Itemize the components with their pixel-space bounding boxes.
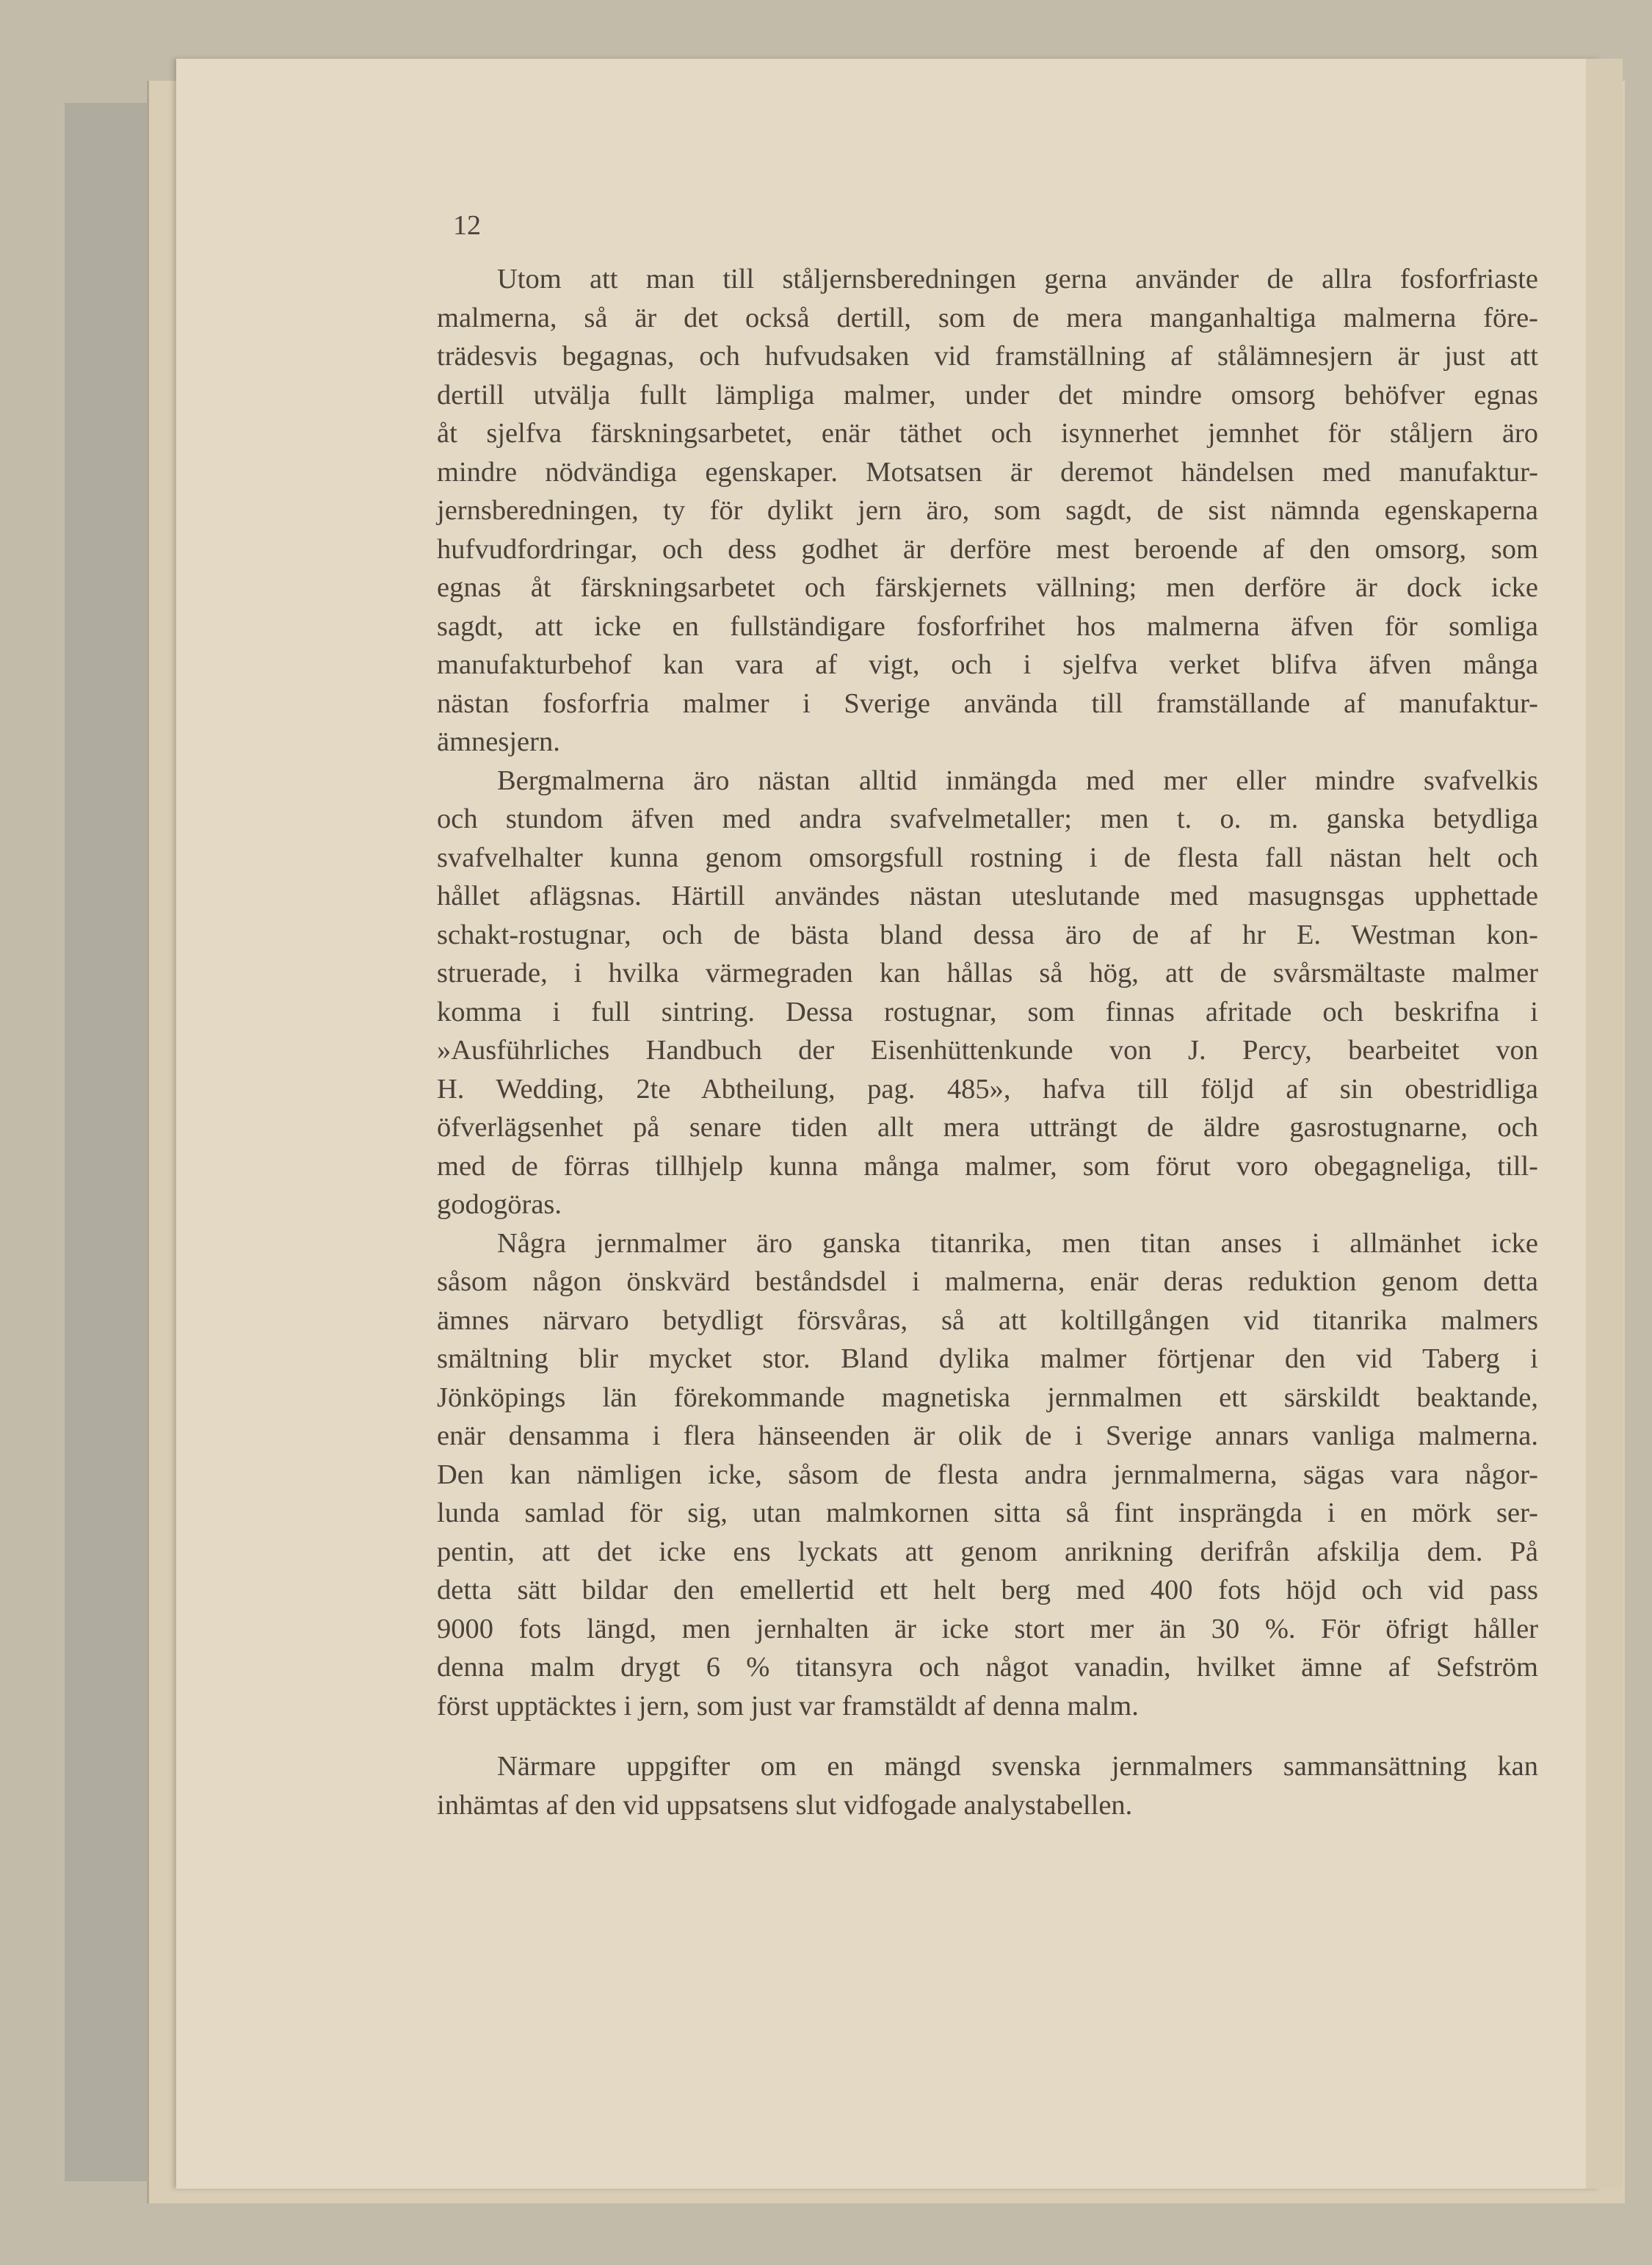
text-line: åt sjelfva färskningsarbetet, enär täthet och isynnerhet jemnhet för ståljern äro [437, 418, 1538, 449]
text-line: först upptäcktes i jern, som just var framstäldt af denna malm. [437, 1690, 1139, 1722]
paragraph-3 [437, 1224, 1538, 1726]
text-line: Närmare uppgifter om en mängd svenska jernmalmers sammansättning kan [497, 1751, 1538, 1782]
text-line: godogöras. [437, 1189, 562, 1220]
text-line: komma i full sintring. Dessa rostugnar, som finnas afritade och beskrifna i [437, 996, 1538, 1027]
text-line: nästan fosforfria malmer i Sverige använda till framställande af manufaktur- [437, 687, 1538, 719]
text-line: öfverlägsenhet på senare tiden allt mera utträngt de äldre gasrostugnarne, och [437, 1112, 1538, 1143]
text-line: egnas åt färskningsarbetet och färskjernets vällning; men derföre är dock icke [437, 572, 1538, 603]
text-line: dertill utvälja fullt lämpliga malmer, under det mindre omsorg behöfver egnas [437, 379, 1538, 411]
text-line: Bergmalmerna äro nästan alltid inmängda med mer eller mindre svafvelkis [497, 765, 1538, 796]
text-line: Den kan nämligen icke, såsom de flesta andra jernmalmerna, sägas vara någor- [437, 1459, 1538, 1490]
text-line: jernsberedningen, ty för dylikt jern äro, som sagdt, de sist nämnda egenskaperna [437, 495, 1538, 526]
text-line: såsom någon önskvärd beståndsdel i malmerna, enär deras reduktion genom detta [437, 1266, 1538, 1297]
text-line: struerade, i hvilka värmegraden kan hållas så hög, att de svårsmältaste malmer [437, 958, 1538, 989]
text-line: schakt-rostugnar, och de bästa bland dessa äro de af hr E. Westman kon- [437, 919, 1538, 950]
page-edge [1586, 59, 1623, 2189]
text-line: hufvudfordringar, och dess godhet är derföre mest beroende af den omsorg, som [437, 533, 1538, 565]
body-text [437, 192, 1538, 1824]
text-line: H. Wedding, 2te Abtheilung, pag. 485», hafva till följd af sin obestridliga [437, 1073, 1538, 1105]
text-line: ämnesjern. [437, 726, 560, 757]
page-number: 12 [453, 210, 481, 241]
text-line: med de förras tillhjelp kunna många malmer, som förut voro obegagneliga, till- [437, 1150, 1538, 1182]
text-line: enär densamma i flera hänseenden är olik de i Sverige annars vanliga malmerna. [437, 1420, 1538, 1451]
text-line: Några jernmalmer äro ganska titanrika, men titan anses i allmänhet icke [497, 1227, 1538, 1259]
text-line: svafvelhalter kunna genom omsorgsfull rostning i de flesta fall nästan helt och [437, 842, 1538, 873]
text-line: lunda samlad för sig, utan malmkornen sitta så fint insprängda i en mörk ser- [437, 1498, 1538, 1528]
text-line: hållet aflägsnas. Härtill användes nästan uteslutande med masugnsgas upphettade [437, 881, 1538, 911]
text-line: »Ausführliches Handbuch der Eisenhüttenkunde von J. Percy, bearbeitet von [437, 1035, 1538, 1066]
text-line: trädesvis begagnas, och hufvudsaken vid framställning af stålämnesjern är just att [437, 341, 1538, 372]
text-line: malmerna, så är det också dertill, som de mera manganhaltiga malmerna före- [437, 302, 1538, 333]
paragraph-2 [437, 762, 1538, 1224]
text-line: ämnes närvaro betydligt försvåras, så att koltillgången vid titanrika malmers [437, 1304, 1538, 1336]
text-line: och stundom äfven med andra svafvelmetaller; men t. o. m. ganska betydliga [437, 803, 1538, 834]
text-line: sagdt, att icke en fullständigare fosforfrihet hos malmerna äfven för somliga [437, 610, 1538, 642]
paragraph-1 [437, 260, 1538, 762]
paragraph-4 [437, 1747, 1538, 1824]
text-line: manufakturbehof kan vara af vigt, och i sjelfva verket blifva äfven många [437, 649, 1538, 680]
text-line: detta sätt bildar den emellertid ett helt berg med 400 fots höjd och vid pass [437, 1575, 1538, 1605]
text-line: Utom att man till ståljernsberedningen gerna använder de allra fosforfriaste [497, 264, 1538, 295]
text-line: pentin, att det icke ens lyckats att genom anrikning derifrån afskilja dem. På [437, 1536, 1538, 1567]
text-line: Jönköpings län förekommande magnetiska jernmalmen ett särskildt beaktande, [437, 1381, 1538, 1413]
text-line: smältning blir mycket stor. Bland dylika malmer förtjenar den vid Taberg i [437, 1343, 1538, 1374]
text-line: denna malm drygt 6 % titansyra och något vanadin, hvilket ämne af Sefström [437, 1652, 1538, 1683]
text-line: mindre nödvändiga egenskaper. Motsatsen är deremot händelsen med manufaktur- [437, 456, 1538, 488]
text-line: inhämtas af den vid uppsatsens slut vidfogade analystabellen. [437, 1789, 1133, 1821]
text-line: 9000 fots längd, men jernhalten är icke stort mer än 30 %. För öfrigt håller [437, 1613, 1538, 1644]
